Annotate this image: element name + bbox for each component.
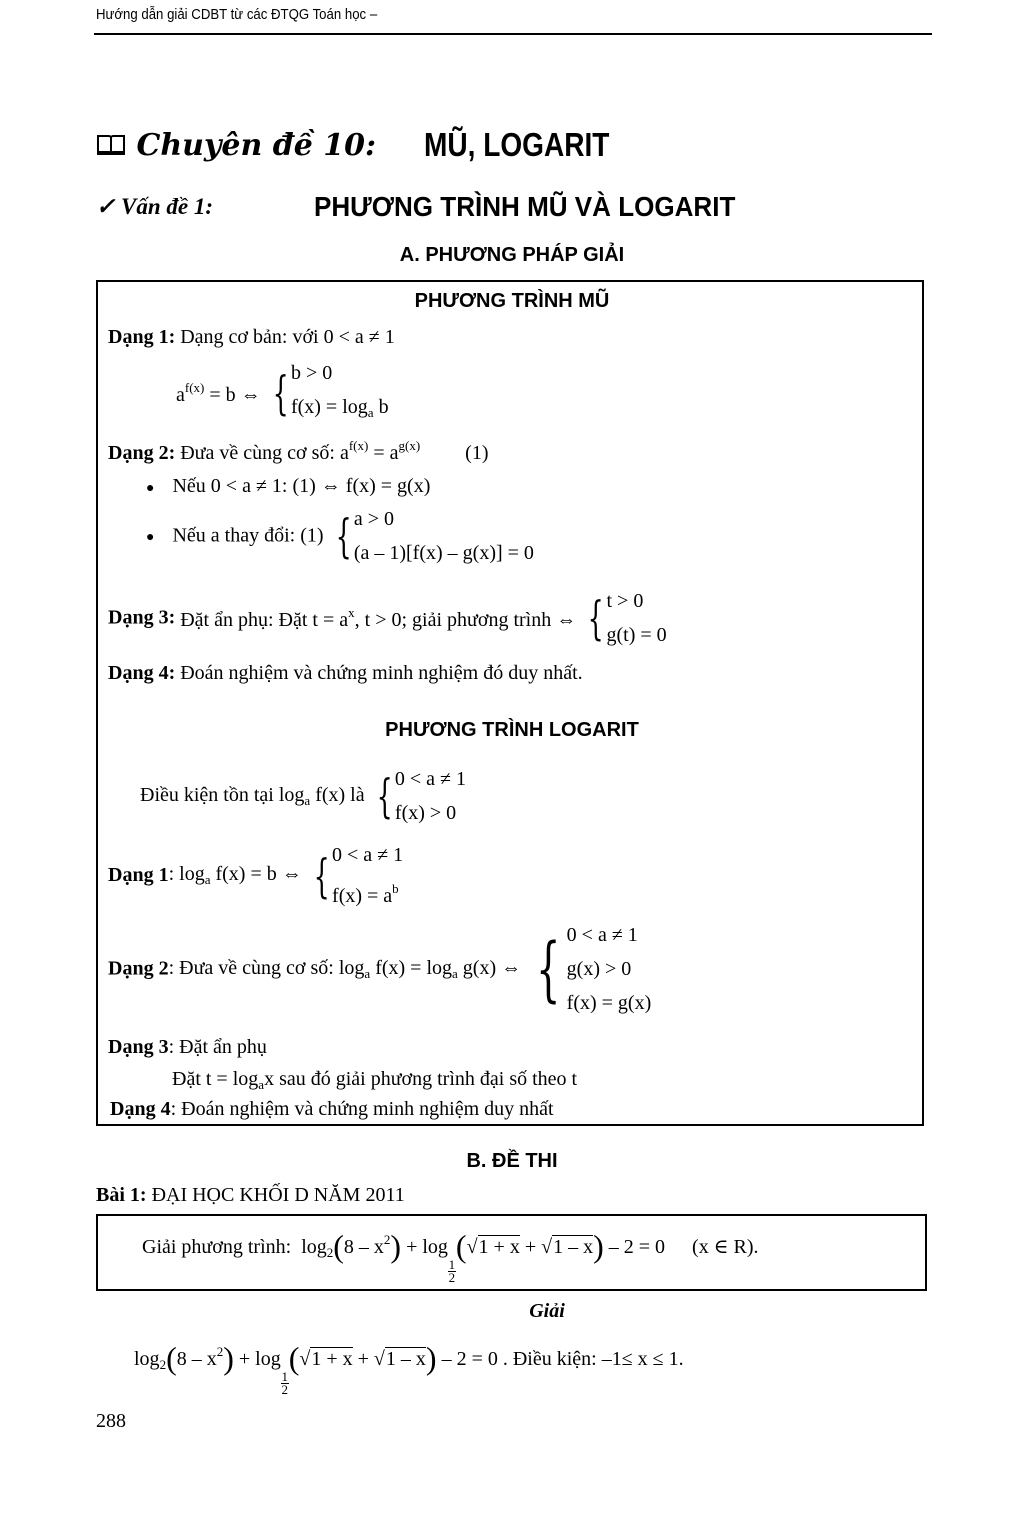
exp-d4-label: Dạng 4: — [108, 662, 176, 684]
exp-d1-row1: b > 0 — [290, 362, 333, 384]
log-d4: Dạng 4: Đoán nghiệm và chứng minh nghiệm duy nhất — [110, 1098, 554, 1120]
chapter-title: MŨ, LOGARIT — [424, 126, 610, 163]
section-a-title: A. PHƯƠNG PHÁP GIẢI — [399, 244, 625, 266]
exp-d3-system: { t > 0 g(t) = 0 — [587, 590, 667, 646]
exp-d1-formula — [176, 356, 389, 430]
solution-line: $\log_2(8 - x^2) + \log$ $\frac{1}{2}$ (√1 + x + √1 – x) – 2 = 0 . Điều kiện: –1≤ x ≤ 1. — [134, 1340, 684, 1397]
page-number: 288 — [96, 1410, 126, 1432]
exp-d3: Dạng 3: Đặt ẩn phụ: Đặt $t = a^x$, t > 0; giải phương trình ⇔ { t > 0 g(t) = 0 — [108, 584, 667, 652]
topic-title: PHƯƠNG TRÌNH MŨ VÀ LOGARIT — [314, 191, 736, 222]
chapter-label-text: Chuyên đề 10: — [136, 128, 377, 163]
problem-statement: Giải phương trình: $\log_2(8 - x^2) + \log$ $\frac{1}{2}$ (√1 + x + √1 – x) – 2 = 0 (x ∈ R). — [142, 1228, 759, 1285]
log-d3-label: Dạng 3 — [108, 1036, 169, 1058]
topic-label — [96, 194, 213, 220]
log-d4-label: Dạng 4 — [110, 1098, 171, 1120]
exp-d2: Dạng 2: Đưa về cùng cơ số: $a^{f(x)} = a^{g(x)}$ (1) — [108, 438, 489, 464]
log-d1: Dạng 1: $\log_a f(x) = b$ ⇔ { 0 < a ≠ 1 $f(x) = a^b$ — [108, 844, 404, 907]
problem-label: Bài 1: — [96, 1184, 147, 1206]
exp-d1 — [108, 326, 395, 349]
exp-b2-system: { a > 0 (a – 1)[f(x) – g(x)] = 0 — [335, 508, 534, 564]
problem-heading — [96, 1184, 405, 1207]
running-header: Hướng dẫn giải CDBT từ các ĐTQG Toán học – — [96, 6, 378, 23]
topic-label-text: Vấn đề 1: — [121, 194, 214, 219]
log-d2-label: Dạng 2 — [108, 957, 169, 980]
exp-title: PHƯƠNG TRÌNH MŨ — [414, 290, 610, 312]
log-d2: Dạng 2: Đưa về cùng cơ số: $\log_a f(x) = \log_a g(x)$ ⇔ { 0 < a ≠ 1 g(x) > 0 f(x) = g(x) — [108, 924, 652, 1014]
log-d1-label: Dạng 1 — [108, 864, 169, 886]
exp-d2-label: Dạng 2: — [108, 442, 176, 464]
exp-bullet-1: ● Nếu 0 < a ≠ 1: (1) ⇔ f(x) = g(x) — [146, 475, 431, 497]
exp-d1-label: Dạng 1: — [108, 326, 176, 348]
log-condition: Điều kiện tồn tại $\log_a f(x)$ là { 0 < a ≠ 1 f(x) > 0 — [140, 768, 467, 824]
exp-d1-exp: f(x) — [184, 379, 205, 395]
exp-d1-system: { b > 0 $f(x) = \log_a b$ — [266, 356, 389, 430]
header-rule — [94, 33, 932, 35]
exp-d1-base: a — [176, 383, 185, 406]
exp-d3-label: Dạng 3: — [108, 606, 176, 629]
exp-d2-text: Đưa về cùng cơ số: — [180, 442, 340, 464]
log-d3: Dạng 3: Đặt ẩn phụ — [108, 1036, 267, 1058]
exp-d4: Dạng 4: Đoán nghiệm và chứng minh nghiệm đó duy nhất. — [108, 662, 583, 684]
chapter-label — [96, 128, 376, 163]
exp-d1-rest: = b ⇔ — [204, 383, 261, 406]
equation-number: (1) — [465, 442, 489, 464]
log-d3-line2: Đặt $t = \log_ax$ sau đó giải phương trình đại số theo t — [172, 1068, 578, 1092]
log-title: PHƯƠNG TRÌNH LOGARIT — [385, 719, 639, 741]
problem-source: ĐẠI HỌC KHỐI D NĂM 2011 — [151, 1184, 405, 1206]
check-icon: ✓ — [96, 194, 116, 219]
exp-bullet-2: ● Nếu a thay đổi: (1) { a > 0 (a – 1)[f(x) – g(x)] = 0 — [146, 502, 534, 570]
solution-title: Giải — [529, 1300, 565, 1322]
section-b-title: B. ĐỀ THI — [466, 1150, 558, 1172]
exp-d1-row2: $f(x) = \log_a b$ — [290, 396, 389, 420]
exp-d1-text: Dạng cơ bản: với 0 < a ≠ 1 — [180, 326, 395, 348]
book-icon — [96, 128, 126, 163]
